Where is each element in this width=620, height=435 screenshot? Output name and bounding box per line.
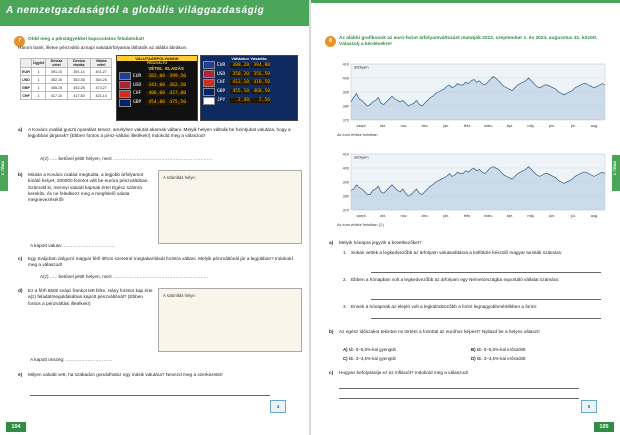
flag-icon	[203, 97, 215, 105]
table-cell: 452,28	[67, 84, 91, 92]
x-tick-label: febr.	[463, 124, 472, 128]
sell-rate: 356,50	[251, 72, 270, 77]
board-row	[201, 61, 297, 70]
answer-option[interactable]	[343, 356, 396, 361]
q8-a2-text: Ebben a hónapban volt a legkedvezőbb az árfolyam egy Németországba exportáló vállalat számára:	[351, 277, 560, 282]
table-cell: 352,38	[67, 76, 91, 84]
flag-icon	[119, 90, 131, 98]
answer-option[interactable]	[471, 356, 525, 361]
sub-d-label: d)	[18, 288, 23, 293]
y-tick-label: 410	[342, 152, 349, 157]
table-row	[21, 68, 112, 76]
bank-rate-table	[20, 58, 112, 100]
x-tick-label: ápr.	[506, 124, 513, 128]
sub-a-label: a)	[18, 127, 23, 132]
x-tick-label: szept.	[356, 124, 367, 128]
q8-a3-text: Ennek a hónapnak az elején volt a legkülönbözőbb a forint legnagyobbmértékben a forint:	[351, 304, 538, 309]
table-header-cell: Deviza vétel	[46, 59, 67, 68]
flag-icon	[119, 72, 131, 80]
task-number-8: 8	[325, 36, 336, 47]
table-cell: GBP	[22, 85, 30, 90]
sell-rate: 460,50	[251, 89, 270, 94]
x-tick-label: máj.	[527, 214, 535, 218]
task-7-intro: Három bank, illetve pénzváltó aznapi valutaárfolyamai láthatók az alábbi ábrákon.	[18, 45, 188, 50]
exchange-rate-chart-1	[333, 58, 609, 130]
table-cell: USD	[22, 77, 30, 82]
buy-rate: 350,20	[230, 72, 249, 77]
option-text: kb. 5–5,5%-kal erősödött	[476, 347, 526, 352]
side-tab-left	[0, 155, 8, 191]
buy-rate: 382,00	[146, 74, 165, 79]
buy-rate: 406,00	[146, 91, 165, 96]
table-cell: 1	[32, 92, 46, 100]
y-axis-label: árfolyam	[354, 155, 369, 160]
table-row	[21, 84, 112, 92]
table-cell: 401,27	[91, 68, 112, 76]
option-text: kb. 3–3,5%-kal gyengült	[348, 356, 396, 361]
task-8-title: Az alábbi grafikonok az euró-forint árfolyamváltozást mutatják 2023. szeptember 1. és 2024. augusztus 31. között. Válaszolj a kérdésekre!	[339, 36, 598, 48]
q8-b-label: b)	[329, 329, 334, 334]
y-tick-label: 400	[342, 166, 349, 171]
table-cell: 455,15	[46, 84, 67, 92]
sub-b-label: b)	[18, 172, 23, 177]
currency-code: CHF	[133, 91, 142, 97]
answer-line-a1[interactable]	[371, 272, 601, 273]
flag-icon	[119, 81, 131, 89]
currency-code: EUR	[133, 73, 142, 79]
board-row	[117, 90, 197, 99]
table-row	[21, 76, 112, 84]
board-1-col-sell: ELADÁS	[165, 66, 184, 71]
answer-line-c1[interactable]	[339, 388, 579, 389]
x-tick-label: ápr.	[506, 214, 513, 218]
side-tab-label: 2. TÉMA	[1, 161, 5, 176]
sell-rate: 399,50	[167, 74, 186, 79]
calc-box-d[interactable]	[158, 288, 302, 352]
answer-option[interactable]	[343, 347, 396, 352]
currency-code: CHF	[217, 80, 226, 86]
sub-e-label: e)	[18, 372, 23, 377]
table-header-cell	[21, 59, 32, 68]
board-row	[117, 72, 197, 81]
currency-code: GBP	[217, 89, 226, 95]
x-tick-label: szept.	[356, 214, 367, 218]
exchange-board-1	[116, 55, 198, 121]
exchange-board-2	[200, 55, 298, 121]
currency-code: EUR	[217, 62, 226, 68]
sub-c-label: c)	[18, 256, 23, 261]
y-tick-label: 380	[342, 104, 349, 109]
x-tick-label: júl.	[570, 124, 576, 128]
chart-1-caption: Az euró értéke forintban	[337, 133, 378, 137]
flag-icon	[203, 79, 215, 87]
q8-c-text: Hogyan befolyásolja ez az inflációt? Indokold meg a válaszod!	[339, 370, 468, 375]
currency-code: USD	[133, 82, 142, 88]
board-row	[201, 96, 297, 105]
exchange-rate-chart-2	[333, 148, 609, 220]
right-page	[311, 0, 620, 435]
x-tick-label: márc.	[483, 124, 494, 128]
page-number-left: 104	[6, 422, 26, 432]
board-row	[201, 79, 297, 88]
q8-a3-num: 3.	[343, 304, 347, 309]
board-1-col-buy: VÉTEL	[148, 66, 163, 71]
table-cell: 391,10	[46, 68, 67, 76]
answer-line-c2[interactable]	[339, 398, 579, 399]
y-tick-label: 380	[342, 194, 349, 199]
calc-box-b[interactable]	[158, 170, 302, 244]
x-tick-label: okt.	[379, 214, 386, 218]
sell-rate: 2,56	[251, 98, 270, 103]
x-tick-label: jan.	[443, 214, 450, 218]
x-tick-label: márc.	[483, 214, 494, 218]
top-bar-right	[311, 0, 620, 3]
flag-icon	[203, 61, 215, 69]
table-cell: 364,25	[91, 76, 112, 84]
y-tick-label: 370	[342, 118, 349, 123]
option-key: C)	[343, 356, 349, 361]
x-tick-label: dec.	[421, 214, 429, 218]
sub-a-text: A Kovács család guszti nyaralást tervez, amelyhez valutát akarnak váltani. Melyik helyen váltsák be forintjukat valutára, hogy a legjobban járjanak? (Ebben fontos a pénz-váltási illetékek!) Indokold meg a válaszod!	[28, 127, 291, 139]
flag-icon	[203, 70, 215, 78]
buy-rate: 455,10	[230, 89, 249, 94]
sub-d-answer[interactable]: A kapott összeg: …………………………	[30, 357, 113, 362]
x-tick-label: jún.	[549, 124, 556, 128]
table-cell: 1	[32, 68, 46, 76]
chapter-banner	[0, 0, 309, 26]
table-cell: CHF	[22, 93, 30, 98]
task-7-title: Oldd meg a pénzügyekkel kapcsolatos feladatokat!	[28, 37, 145, 42]
option-key: D)	[471, 356, 477, 361]
y-axis-label: árfolyam	[354, 65, 369, 70]
sub-d-text: Ez a férfi 6500 svájci frankot tett félre. Hány forintot kap érte a(z) feladatmegoldásában kapott pénzváltónál? (Ebben fontos a pénzváltási illetékek!)	[28, 288, 153, 306]
left-page	[0, 0, 309, 435]
board-row	[117, 81, 197, 90]
x-tick-label: máj.	[527, 124, 535, 128]
table-cell: 417,50	[67, 92, 91, 100]
flag-icon	[119, 99, 131, 107]
x-tick-label: nov.	[400, 124, 408, 128]
option-key: A)	[343, 347, 349, 352]
sell-rate: 362,50	[167, 83, 186, 88]
answer-line-a2[interactable]	[371, 299, 601, 300]
y-tick-label: 390	[342, 180, 349, 185]
y-tick-label: 390	[342, 90, 349, 95]
currency-code: GBP	[133, 100, 142, 106]
table-row	[21, 92, 112, 100]
answer-option[interactable]	[471, 347, 525, 352]
sell-rate: 418,50	[251, 80, 270, 85]
buy-rate: 388,20	[230, 63, 249, 68]
x-tick-label: okt.	[379, 124, 386, 128]
x-tick-label: jan.	[443, 124, 450, 128]
table-header-cell: Deviza eladás	[67, 59, 91, 68]
task-number-7: 7	[14, 36, 25, 47]
q8-a2-num: 2.	[343, 277, 347, 282]
option-text: kb. 3–3,5%-kal erősödött	[476, 356, 526, 361]
table-cell: 421,14	[91, 92, 112, 100]
currency-code: USD	[217, 71, 226, 77]
buy-rate: 413,10	[230, 80, 249, 85]
table-cell: 352,10	[46, 76, 67, 84]
y-tick-label: 370	[342, 208, 349, 213]
side-tab-right	[612, 155, 620, 191]
sell-rate: 394,80	[251, 63, 270, 68]
sub-b-answer[interactable]: A kapott valuta: ……………………………	[30, 243, 115, 248]
board-row	[201, 87, 297, 96]
calc-box-d-label: A számítás helye:	[163, 293, 196, 298]
q8-b-text: Az egész időszakot tekintve mi történt a forinttal az euróhoz képest? Nyilazd be a helyes választ!	[339, 329, 540, 334]
x-tick-label: jún.	[549, 214, 556, 218]
sub-e-text: Milyen valutát vett, ha szabadon gondolhatsz egy másik valutára? Nevezd meg a szerkezetet!	[28, 372, 223, 377]
sub-c-text: Egy Svájcban dolgozó magyar férfi itthon szeretné megtakarítását forintra váltani. Melyik pénzváltónál jár a legjobban? Indokold meg a válaszod!	[28, 256, 293, 268]
y-tick-label: 410	[342, 62, 349, 67]
buy-rate: 2,48	[230, 98, 249, 103]
sell-rate: 427,00	[167, 91, 186, 96]
option-text: kb. 5–5,5%-kal gyengült	[348, 347, 396, 352]
x-tick-label: nov.	[400, 214, 408, 218]
page-number-right: 105	[594, 422, 614, 432]
buy-rate: 343,00	[146, 83, 165, 88]
side-tab-label-right: 2. TÉMA	[613, 161, 617, 176]
sub-b-text: Miután a Kovács család megtudta, a legjobb árfolyamot kínáló helyet, 200000 forintot vált be euróra pénzváltóban. Számold ki, mennyi valutát kapnak érte! Egész számra kerekíts, és ne feledkezz meg a megfelelő valuta megnevezéséről!	[28, 172, 149, 203]
sub-a-answer-line[interactable]: A(z) ….. betűvel jelölt helyen, mert ……………………………………………………….	[40, 156, 213, 161]
x-tick-label: júl.	[570, 214, 576, 218]
board-2-title: Váltáskor Vásárlás	[231, 56, 267, 61]
q8-a-label: a)	[329, 240, 334, 245]
table-cell: 1	[32, 84, 46, 92]
q8-a-text: Melyik hónapra jegyzik a következőket?	[339, 240, 422, 245]
x-tick-label: febr.	[463, 214, 472, 218]
side-box-right: 5	[581, 400, 597, 413]
x-tick-label: aug.	[590, 124, 599, 128]
side-box-left: 4	[270, 400, 286, 413]
table-header-cell: Valuta vétel	[91, 59, 112, 68]
chart-2-caption: Az euró értéke forintban (2.)	[337, 223, 385, 227]
y-tick-label: 400	[342, 76, 349, 81]
table-cell: 473,27	[91, 84, 112, 92]
table-cell: 391,14	[67, 68, 91, 76]
x-tick-label: dec.	[421, 124, 429, 128]
board-1-title: VALUTAÁRFOLYAMOK	[117, 56, 197, 61]
board-row	[117, 98, 197, 107]
board-1-subtitle: PÉNZVÁLTÓ	[146, 61, 168, 65]
buy-rate: 454,00	[146, 100, 165, 105]
answer-line-a3[interactable]	[371, 318, 601, 319]
q8-c-label: c)	[329, 370, 334, 375]
flag-icon	[203, 88, 215, 96]
option-key: B)	[471, 347, 477, 352]
answer-line-e[interactable]	[30, 395, 270, 396]
table-cell: 1	[32, 76, 46, 84]
currency-code: JPY	[217, 98, 226, 104]
table-cell: EUR	[22, 69, 30, 74]
table-header-cell: Ügylet	[32, 59, 46, 68]
x-tick-label: aug.	[590, 214, 599, 218]
calc-box-b-label: A számítás helye:	[163, 175, 196, 180]
board-row	[201, 70, 297, 79]
sell-rate: 475,50	[167, 100, 186, 105]
chapter-title: A nemzetgazdaságtól a globális világgazdaságig	[6, 5, 265, 16]
q8-a1-num: 1.	[343, 250, 347, 255]
q8-a1-text: Sokan vették a legkedvezőbb az árfolyam valutaváltásra a külföldre készülő magyar turisták számára:	[351, 250, 563, 255]
sub-c-answer-line[interactable]: A(z) ….. betűvel jelölt helyen, mert …………………………………………………….	[40, 274, 208, 279]
table-cell: 417,10	[46, 92, 67, 100]
